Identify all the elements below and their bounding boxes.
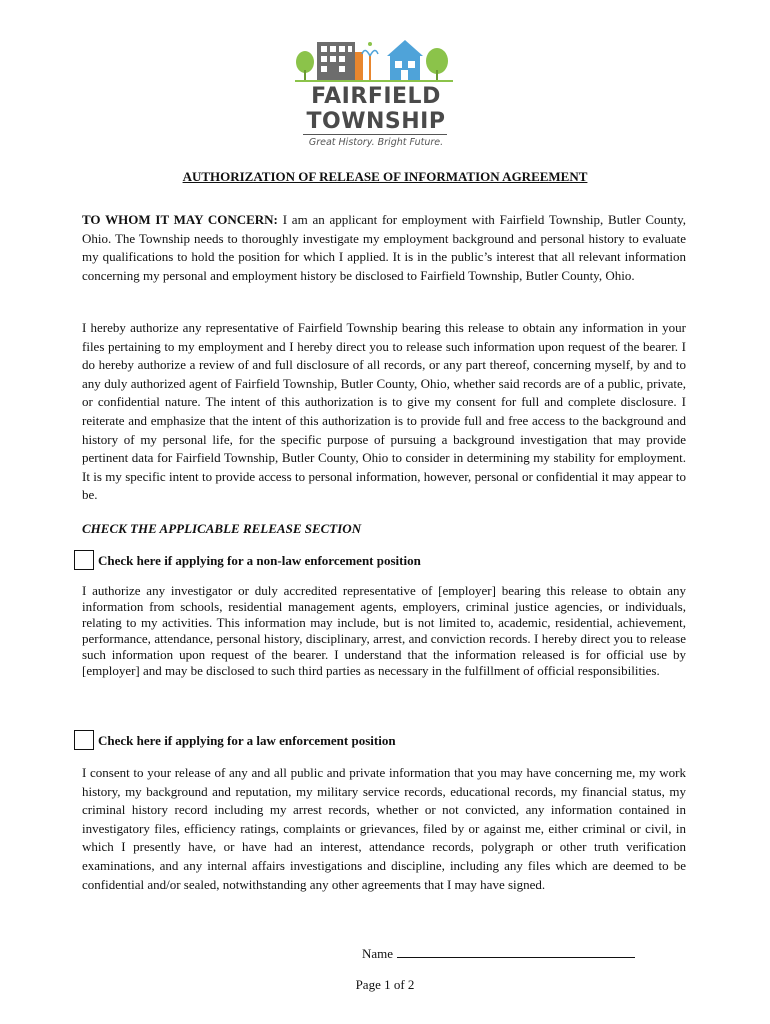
township-skyline-icon — [289, 34, 459, 86]
intro-body: I am an applicant for employment with Fairfield Township, Butler County, Ohio. The Township needs to thoroughly investigate my employment background and personal history to evaluate my qualifications to hold the position for which I applied. It is in the public’s interest that all relevant information concerning my personal and employment history be disclosed to Fairfield Township, Butler County, Ohio. — [82, 212, 687, 283]
intro-salutation: TO WHOM IT MAY CONCERN: — [82, 212, 278, 227]
name-blank[interactable] — [397, 945, 635, 958]
law-enforcement-checkbox[interactable] — [74, 730, 94, 750]
law-enforcement-text: I consent to your release of any and all public and private information that you may have concerning me, my work history, my background and reputation, my military service records, educational records, my financial status, my criminal history record including my arrest records, whether or not convicted, any information contained in investigatory files, efficiency ratings, complaints or grievances, filed by or against me, either criminal or civil, in which I presently have, or have had an interest, attendance records, polygraph or other truth verification examinations, and any internal affairs investigations and discipline, including any files which are deemed to be confidential and/or sealed, notwithstanding any other agreements that I may have signed. — [82, 765, 686, 892]
fairfield-township-logo — [289, 34, 459, 154]
non-law-enforcement-text: I authorize any investigator or duly accredited representative of [employer] bearing this release to obtain any information from schools, residential management agents, employers, criminal justice agencies, or individuals, relating to my activities. This information may include, but is not limited to, academic, residential, achievement, performance, attendance, personal history, disciplinary, arrest, and conviction records. I hereby direct you to release such information upon request of the bearer. I understand that the information released is for official use by [employer] and may be disclosed to such third parties as necessary in the fulfillment of official responsibilities. — [82, 583, 686, 678]
page-number: Page 1 of 2 — [355, 977, 415, 992]
authorization-paragraph: I hereby authorize any representative of Fairfield Township bearing this release to obtain any information in your files pertaining to my employment and I hereby direct you to release such information upon request of the bearer. I do hereby authorize a review of and full disclosure of all records, or any part thereof, concerning myself, by and to any duly authorized agent of Fairfield Township, Butler County, Ohio, whether said records are of a public, private, or confidential nature. The intent of this authorization is to give my consent for full and complete disclosure. I reiterate and emphasize that the intent of this authorization is to provide full and free access to the background and history of my personal life, for the specific purpose of pursuing a background investigation that may provide pertinent data for Fairfield Township, Butler County, Ohio to consider in determining my stability for employment. It is my specific intent to provide access to personal information, however, personal or confidential it may appear to be. — [82, 320, 686, 503]
document-title: AUTHORIZATION OF RELEASE OF INFORMATION AGREEMENT — [182, 169, 588, 184]
non-law-enforcement-label: Check here if applying for a non-law enforcement position — [98, 553, 421, 568]
release-section-heading: CHECK THE APPLICABLE RELEASE SECTION — [82, 521, 362, 536]
name-signature-line[interactable] — [362, 945, 635, 962]
law-enforcement-label: Check here if applying for a law enforcement position — [98, 733, 396, 748]
logo-title-line1: FAIRFIELD — [311, 84, 441, 109]
intro-paragraph — [82, 211, 686, 285]
non-law-enforcement-checkbox[interactable] — [74, 550, 94, 570]
logo-divider — [303, 134, 447, 135]
logo-title-line2: TOWNSHIP — [306, 109, 446, 134]
logo-tagline: Great History. Bright Future. — [308, 137, 444, 148]
name-label: Name — [362, 946, 394, 961]
